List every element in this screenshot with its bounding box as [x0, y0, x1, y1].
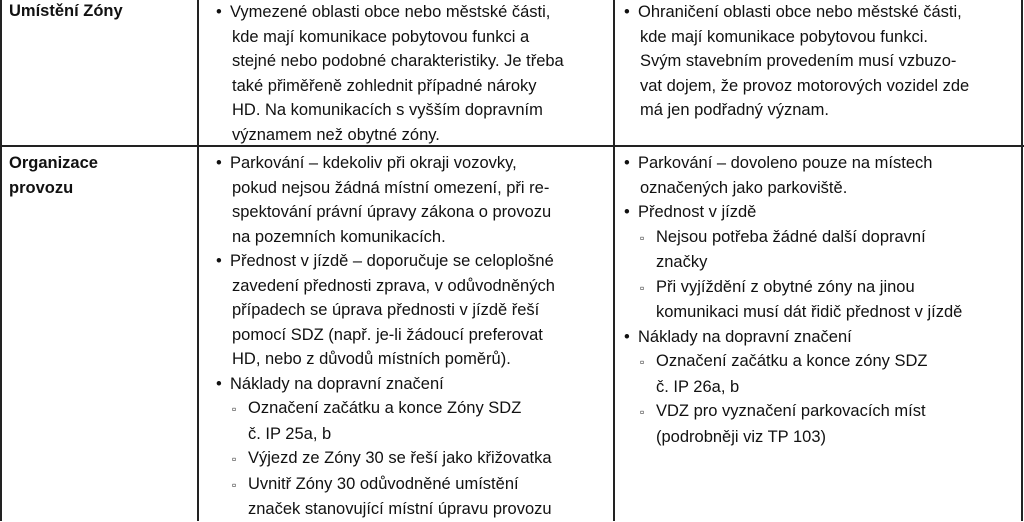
sub-bullet-icon: ▫: [640, 355, 645, 369]
row1-column-zona30: [216, 0, 564, 147]
text-line: [216, 200, 555, 225]
text-line: [216, 396, 555, 422]
line-text: také přiměřeně zohlednit případné nároky: [232, 76, 537, 95]
text-line: [216, 497, 555, 522]
line-text: Vymezené oblasti obce nebo městské části,: [230, 3, 551, 21]
text-line: [624, 349, 962, 375]
line-text: Přednost v jízdě – doporučuje se celoplošné: [230, 252, 554, 270]
bullet-icon: •: [216, 154, 222, 172]
line-text: má jen podřadný význam.: [640, 101, 829, 119]
text-line: [216, 422, 555, 447]
line-text: Výjezd ze Zóny 30 se řeší jako křižovatka: [248, 449, 552, 467]
bullet-icon: •: [216, 252, 222, 270]
line-text: kde mají komunikace pobytovou funkci.: [640, 27, 928, 46]
line-text: spektování právní úpravy zákona o provozu: [232, 203, 552, 221]
bullet-icon: •: [216, 3, 222, 21]
text-line: [216, 372, 555, 397]
line-text: Parkování – dovoleno pouze na místech: [638, 154, 933, 172]
text-line: [624, 74, 969, 99]
row2-column-zona30: [216, 151, 555, 522]
bullet-icon: •: [624, 3, 630, 21]
bullet-icon: •: [216, 374, 222, 393]
text-line: [624, 250, 962, 275]
text-line: [624, 200, 962, 225]
text-line: [216, 49, 564, 74]
line-text: významem než obytné zóny.: [232, 125, 440, 144]
line-text: Nejsou potřeba žádné další dopravní: [656, 227, 926, 246]
text-line: [216, 176, 555, 201]
line-text: Náklady na dopravní značení: [638, 327, 852, 346]
text-line: [216, 225, 555, 250]
line-text: HD, nebo z důvodů místních poměrů).: [232, 350, 511, 368]
text-line: [216, 25, 564, 50]
text-line: [624, 300, 962, 325]
table-border-right: [1021, 0, 1023, 521]
text-line: [216, 347, 555, 372]
text-line: [216, 74, 564, 99]
line-text: č. IP 25a, b: [248, 424, 332, 443]
text-line: [624, 275, 962, 301]
text-line: [624, 325, 962, 350]
row-label-umisteni-zony: Umístění Zóny: [9, 2, 123, 20]
sub-bullet-icon: ▫: [640, 405, 645, 419]
table-border-left: [0, 0, 2, 521]
line-text: kde mají komunikace pobytovou funkci a: [232, 27, 530, 46]
sub-bullet-icon: ▫: [232, 477, 237, 492]
line-text: Náklady na dopravní značení: [230, 374, 444, 393]
text-line: [624, 425, 962, 450]
text-line: [624, 25, 969, 50]
sub-bullet-icon: ▫: [640, 280, 645, 295]
line-text: na pozemních komunikacích.: [232, 227, 446, 246]
line-text: zavedení přednosti zprava, v odůvodněných: [232, 276, 555, 295]
line-text: vat dojem, že provoz motorových vozidel zde: [640, 76, 970, 95]
text-line: [624, 0, 969, 25]
line-text: Označení začátku a konce Zóny SDZ: [248, 399, 522, 417]
text-line: [624, 49, 969, 74]
sub-bullet-icon: ▫: [232, 402, 237, 416]
text-line: [624, 375, 962, 400]
line-text: VDZ pro vyznačení parkovacích míst: [656, 402, 926, 420]
line-text: Označení začátku a konce zóny SDZ: [656, 352, 928, 370]
bullet-icon: •: [624, 203, 630, 221]
line-text: Uvnitř Zóny 30 odůvodněné umístění: [248, 474, 519, 493]
line-text: pomocí SDZ (např. je-li žádoucí preferovat: [232, 325, 543, 344]
bullet-icon: •: [624, 327, 630, 346]
text-line: [216, 323, 555, 348]
line-text: případech se úprava přednosti v jízdě řeší: [232, 301, 540, 319]
line-text: komunikaci musí dát řidič přednost v jízdě: [656, 303, 963, 321]
text-line: [216, 472, 555, 498]
text-line: [216, 98, 564, 123]
text-line: [216, 123, 564, 148]
line-text: Parkování – kdekoliv při okraji vozovky,: [230, 154, 517, 172]
line-text: (podrobněji viz TP 103): [656, 427, 826, 446]
sub-bullet-icon: ▫: [232, 452, 237, 466]
line-text: označených jako parkoviště.: [640, 178, 848, 197]
line-text: č. IP 26a, b: [656, 377, 740, 396]
text-line: [216, 274, 555, 299]
text-line: [624, 98, 969, 123]
row1-column-obytna-zona: [624, 0, 969, 123]
sub-bullet-icon: ▫: [640, 230, 645, 245]
bullet-icon: •: [624, 154, 630, 172]
text-line: [624, 151, 962, 176]
line-text: značky: [656, 253, 708, 271]
text-line: [216, 298, 555, 323]
table-divider-col2: [613, 0, 615, 521]
line-text: Svým stavebním provedením musí vzbuzo-: [640, 52, 957, 70]
text-line: [624, 176, 962, 201]
row2-column-obytna-zona: [624, 151, 962, 449]
text-line: [216, 151, 555, 176]
text-line: [624, 225, 962, 251]
text-line: [216, 446, 555, 472]
line-text: Přednost v jízdě: [638, 203, 757, 221]
text-line: [216, 0, 564, 25]
line-text: HD. Na komunikacích s vyšším dopravním: [232, 101, 543, 119]
line-text: pokud nejsou žádná místní omezení, při re-: [232, 178, 550, 197]
line-text: Ohraničení oblasti obce nebo městské části,: [638, 3, 962, 21]
line-text: značek stanovující místní úpravu provozu: [248, 500, 552, 518]
text-line: [216, 249, 555, 274]
table-divider-col1: [197, 0, 199, 521]
text-line: [624, 399, 962, 425]
line-text: stejné nebo podobné charakteristiky. Je třeba: [232, 52, 564, 70]
line-text: Při vyjíždění z obytné zóny na jinou: [656, 277, 915, 296]
row-label-organizace-provozu: Organizace provozu: [9, 154, 98, 197]
